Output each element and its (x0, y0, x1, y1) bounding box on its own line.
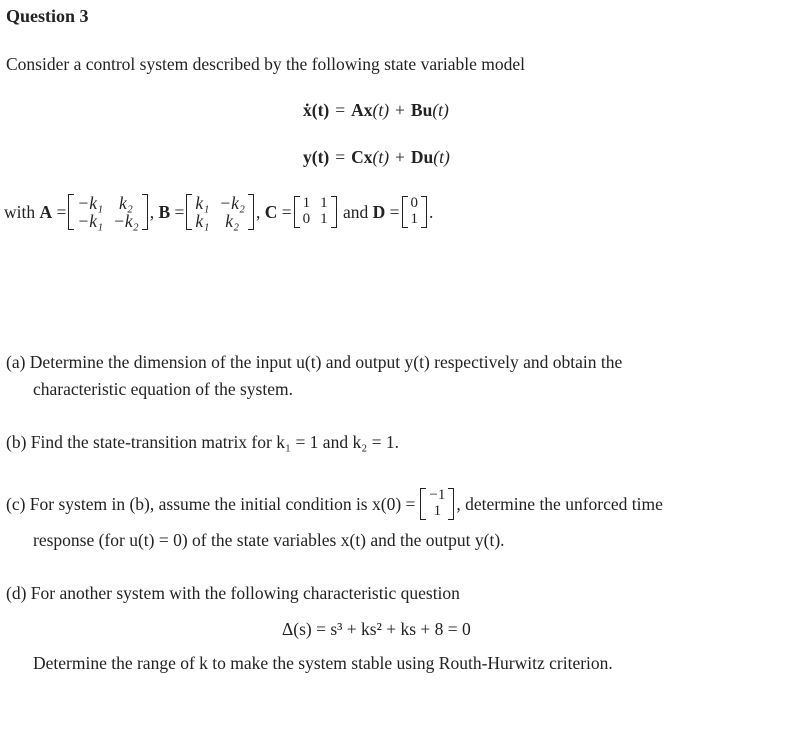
eq2-t1: (t) (372, 147, 390, 167)
eq1-a: Ax (351, 100, 373, 120)
eq2-lhs: y(t) (303, 147, 330, 167)
matrix-d-cell: 0 (410, 195, 419, 212)
output-equation (303, 147, 450, 168)
matrix-c-cell: 1 (320, 211, 328, 227)
matrix-a-cell: k₂ (118, 192, 133, 213)
equals-sign: = (281, 201, 292, 222)
eq2-t2: (t) (433, 147, 450, 167)
eq2-plus: + (395, 147, 405, 167)
matrix-b (186, 194, 254, 231)
x0-cell: 1 (433, 503, 442, 519)
comma: , (149, 201, 155, 222)
eq2-b: Du (410, 147, 434, 167)
matrix-b-cell: −k₂ (219, 192, 245, 213)
part-d-line3: Determine the range of k to make the system stable using Routh-Hurwitz criterion. (33, 653, 613, 673)
matrix-a-cell: −k₁ (77, 192, 104, 213)
part-c-pre: (c) For system in (b), assume the initial condition is x(0) = (6, 493, 416, 514)
part-a-line2: characteristic equation of the system. (33, 379, 293, 399)
matrix-d-label: D (372, 201, 386, 222)
matrix-c-label: C (264, 201, 278, 222)
part-b: (b) Find the state-transition matrix for k₁ = 1 and k₂ = 1. (6, 432, 400, 452)
question-title: Question 3 (6, 6, 89, 26)
equals-sign: = (174, 201, 185, 222)
matrix-b-cell: k₁ (195, 211, 210, 231)
matrix-b-cell: k₂ (225, 211, 240, 231)
eq1-plus: + (395, 100, 405, 120)
part-c-line1 (6, 484, 663, 524)
matrix-a (68, 194, 147, 231)
matrix-b-label: B (158, 201, 171, 222)
matrix-a-cell: −k₁ (77, 211, 104, 231)
matrix-c (294, 196, 337, 228)
matrix-c-cell: 0 (302, 211, 311, 227)
eq1-b: Bu (410, 100, 433, 120)
period: . (429, 201, 434, 222)
eq1-t2: (t) (432, 100, 449, 120)
intro-text: Consider a control system described by the following state variable model (6, 54, 526, 74)
matrix-a-cell: −k₂ (113, 211, 139, 231)
state-equation (303, 100, 449, 121)
eq1-eq: = (335, 100, 346, 120)
eq1-lhs: ẋ(t) (303, 100, 330, 120)
with-label: with (4, 201, 36, 222)
eq2-a: Cx (351, 147, 373, 167)
matrix-c-cell: 1 (302, 195, 311, 212)
and-label: and (342, 201, 369, 222)
part-a-line1: (a) Determine the dimension of the input u(t) and output y(t) respectively and obtain the (6, 352, 623, 372)
matrix-c-cell: 1 (320, 195, 328, 212)
matrix-b-cell: k₁ (195, 192, 210, 213)
eq2-eq: = (335, 147, 346, 167)
eq1-t1: (t) (372, 100, 390, 120)
part-c-line2: response (for u(t) = 0) of the state variables x(t) and the output y(t). (33, 530, 505, 550)
comma: , (255, 201, 261, 222)
x0-cell: −1 (429, 487, 446, 504)
part-d-line1: (d) For another system with the following characteristic question (6, 583, 460, 603)
equals-sign: = (56, 201, 67, 222)
matrix-d-cell: 1 (410, 211, 419, 227)
characteristic-equation: Δ(s) = s³ + ks² + ks + 8 = 0 (282, 619, 471, 639)
initial-condition-vector (420, 488, 454, 520)
matrix-definitions (4, 190, 433, 234)
matrix-a-label: A (39, 201, 53, 222)
matrix-d (402, 196, 428, 228)
equals-sign: = (389, 201, 400, 222)
part-c-post: , determine the unforced time (456, 493, 663, 514)
